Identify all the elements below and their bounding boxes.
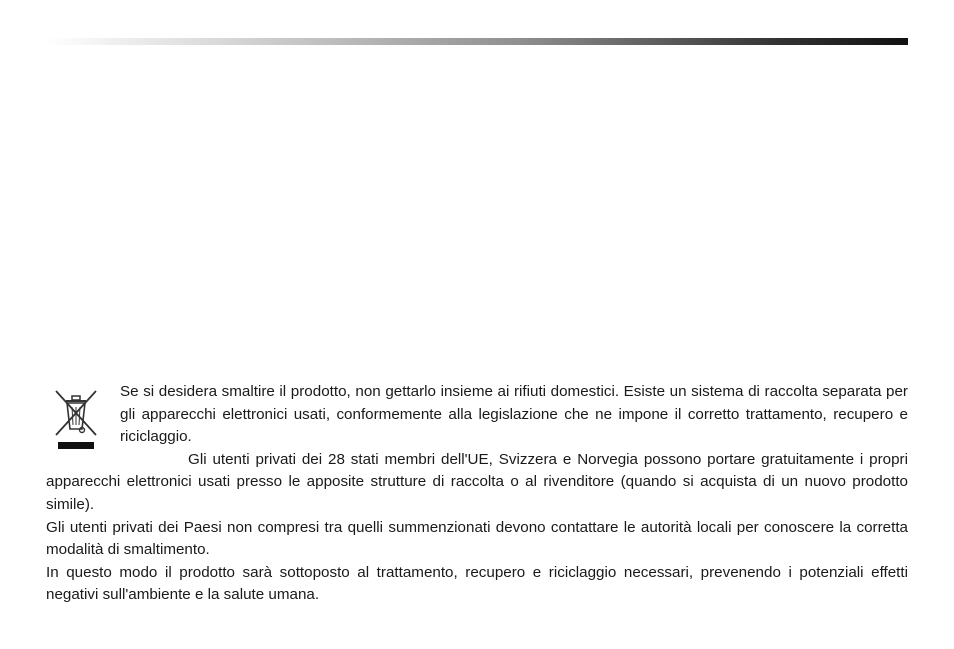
disposal-notice bbox=[46, 381, 908, 607]
notice-paragraph-2: Gli utenti privati dei 28 stati membri dell'UE, Svizzera e Norvegia possono portare gratuitamente i propri apparecchi elettronici usati presso le apposite strutture di raccolta o al rivenditore (quando si acquista di un nuovo prodotto simile). bbox=[46, 450, 908, 513]
notice-paragraph-3: Gli utenti privati dei Paesi non compresi tra quelli summenzionati devono contattare le autorità locali per conoscere la corretta modalità di smaltimento. bbox=[46, 518, 908, 559]
notice-paragraph-1: Se si desidera smaltire il prodotto, non gettarlo insieme ai rifiuti domestici. Esiste un sistema di raccolta separata per gli apparecchi elettronici usati, conformemente alla legislazione che ne impone il corretto trattamento, recupero e riciclaggio. bbox=[120, 383, 908, 446]
crossed-out-wheelie-bin-icon bbox=[52, 387, 114, 467]
header-gradient-bar bbox=[46, 38, 908, 45]
notice-paragraph-4: In questo modo il prodotto sarà sottoposto al trattamento, recupero e riciclaggio necessari, prevenendo i potenziali effetti negativi sull'ambiente e la salute umana. bbox=[46, 563, 908, 604]
